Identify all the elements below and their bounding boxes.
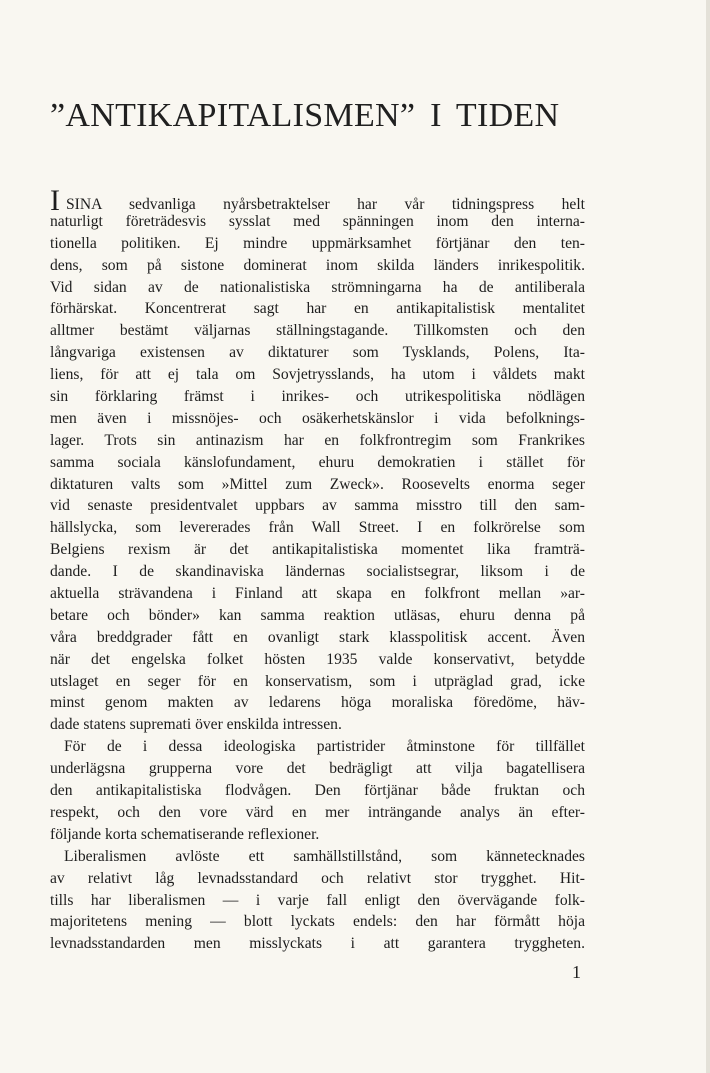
text-line: den antikapitalistiska flodvågen. Den förtjänar både fruktan och xyxy=(50,782,585,800)
page-edge xyxy=(706,0,710,1073)
text-line: Vid sidan av de nationalistiska strömningarna ha de antiliberala xyxy=(50,278,585,296)
text-line: samma sociala känslofundament, ehuru demokratien i stället för xyxy=(50,453,585,471)
text-line: dade statens suprematі över enskilda intressen. xyxy=(50,716,342,734)
text-line: majoritetens mening — blott lyckats endels: den har förmått höja xyxy=(50,913,585,931)
text-line: diktaturen valts som »Mittel zum Zweck». Roosevelts enorma seger xyxy=(50,475,585,493)
text-line: sin förklaring främst i inrikes- och utrikespolitiska nödlägen xyxy=(50,388,585,406)
text-line: dens, som på sistone dominerat inom skilda länders inrikespolitik. xyxy=(50,256,585,274)
text-line: lager. Trots sin antinazism har en folkfrontregim som Frankrikes xyxy=(50,431,585,449)
text-line: utslaget en seger för en konservatism, som i utpräglad grad, icke xyxy=(50,672,585,690)
text-line: förhärskat. Koncentrerat sagt har en antikapitalistisk mentalitet xyxy=(50,300,585,318)
text-line: av relativt låg levnadsstandard och relativt stor trygghet. Hit- xyxy=(50,869,585,887)
text-line: men även i missnöjes- och osäkerhetskänslor i vida befolknings- xyxy=(50,409,585,427)
text-line: dande. I de skandinaviska ländernas socialistsegrar, liksom i de xyxy=(50,563,585,581)
text-line: Belgiens rexism är det antikapitalistiska momentet lika framträ- xyxy=(50,541,585,559)
text-line: aktuella strävandena i Finland att skapa en folkfront mellan »ar- xyxy=(50,585,585,603)
text-line: För de i dessa ideologiska partistrider åtminstone för tillfället xyxy=(64,738,585,756)
paragraph-1 xyxy=(50,184,585,736)
text-line: ISINA sedvanliga nyårsbetraktelser har vår tidningspress helt xyxy=(50,184,585,217)
text-line: Liberalismen avlöste ett samhällstillstånd, som kännetecknades xyxy=(64,847,585,865)
article-title: ”ANTIKAPITALISMEN” I TIDEN xyxy=(50,97,560,134)
text-line: betare och bönder» kan samma reaktion utläsas, ehuru denna på xyxy=(50,606,585,624)
drop-cap: I xyxy=(50,184,60,217)
text-line: hällslycka, som levererades från Wall Street. I en folkrörelse som xyxy=(50,519,585,537)
page-number: 1 xyxy=(572,962,581,982)
text-line: följande korta schematiserande reflexioner. xyxy=(50,825,320,843)
text-line: tills har liberalismen — i varje fall enligt den övervägande folk- xyxy=(50,891,585,909)
text-line: alltmer bestämt väljarnas ställningstagande. Tillkomsten och den xyxy=(50,322,585,340)
text-line: långvariga existensen av diktaturer som Tysklands, Polens, Ita- xyxy=(50,344,585,362)
article-body xyxy=(50,184,585,955)
text-line: naturligt företrädesvis sysslat med spänningen inom den interna- xyxy=(50,212,585,230)
text-line: levnadsstandarden men misslyckats i att garantera tryggheten. xyxy=(50,935,585,953)
text-line: tionella politiken. Ej mindre uppmärksamhet förtjänar den ten- xyxy=(50,234,585,252)
text-line: minst genom makten av ledarens höga moraliska föredöme, häv- xyxy=(50,694,585,712)
text-line: respekt, och den vore värd en mer inträngande analys än efter- xyxy=(50,803,585,821)
text-line: underlägsna grupperna vore det bedrägligt att vilja bagatellisera xyxy=(50,760,585,778)
text-line: liens, för att ej tala om Sovjetrysslands, ha utom i våldets makt xyxy=(50,366,585,384)
text-line: när det engelska folket hösten 1935 valde konservativt, betydde xyxy=(50,650,585,668)
text-line: våra breddgrader fått en ovanligt stark klasspolitisk accent. Även xyxy=(50,628,585,646)
paragraph-2 xyxy=(50,736,585,845)
paragraph-3 xyxy=(50,846,585,955)
text-line: vid senaste presidentvalet uppbars av samma misstro till den sam- xyxy=(50,497,585,515)
